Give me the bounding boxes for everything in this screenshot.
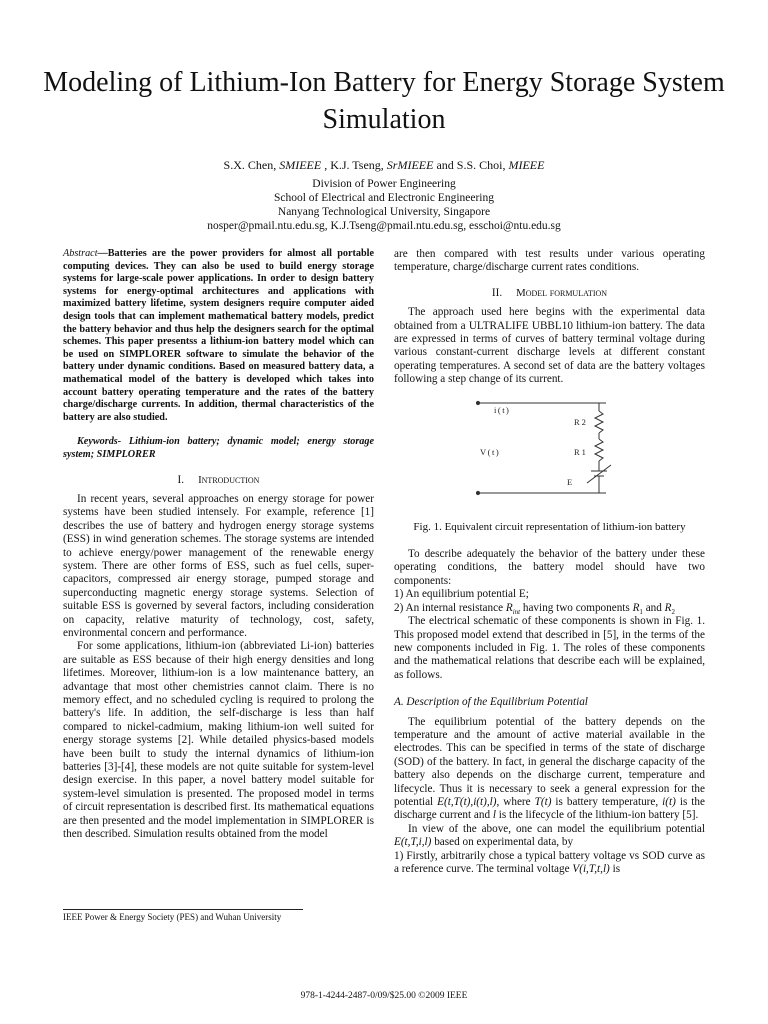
list-text: having two components — [520, 601, 633, 614]
footnote-rule — [63, 909, 303, 910]
symbol: T(t) — [534, 795, 552, 808]
equilibrium-paragraph-2 — [394, 823, 705, 850]
left-column — [63, 248, 374, 841]
component-list-item-2 — [394, 602, 705, 615]
terminal-positive-icon — [476, 401, 479, 404]
model-paragraph-1: The approach used here begins with the experimental data obtained from a ULTRALIFE UBBL10 lithium-ion battery. The data are expressed in terms of curves of battery terminal voltage during various constant-current discharge levels at different constant operating temperatures. A second set of data are the battery voltages following a step change of its current. — [394, 306, 705, 386]
symbol-r2: R — [664, 601, 672, 614]
component-list-item-1: 1) An equilibrium potential E; — [394, 588, 529, 601]
resistor-r2-icon — [595, 411, 603, 433]
label-e: E — [567, 476, 573, 487]
label-voltage: V(t) — [480, 446, 501, 457]
right-column — [394, 248, 705, 876]
label-current: i(t) — [494, 404, 511, 415]
footnote: IEEE Power & Energy Society (PES) and Wuhan University — [63, 912, 282, 922]
text: is — [609, 863, 621, 875]
symbol-r1: R — [632, 601, 640, 614]
list-text: 2) An internal resistance — [394, 601, 506, 614]
figure-caption: Fig. 1. Equivalent circuit representation of lithium-ion battery — [413, 520, 686, 533]
section-heading-model — [394, 287, 705, 300]
intro-paragraph-1: In recent years, several approaches on energy storage for power systems have been studied intensely. For example, reference [1] describes the use of battery and hydrogen energy storage systems (ESS) in wind generation schemes. The storage systems are intended to achieve energy/power management of the renewable energy system. There are other forms of ESS, such as fuel cells, super-capacitors, compressed air energy storage, pumped storage and superconducting magnetic energy storage systems. Selection of suitable ESS is governed by several factors, including consideration on capacity, relative maturity of technology, cost, safety, environmental concern and performance. — [63, 492, 374, 639]
label-r1: R1 — [574, 446, 588, 457]
author-2-grade: SrMIEEE — [386, 158, 434, 172]
label-r2: R2 — [574, 416, 588, 427]
symbol: V(i,T,t,l) — [572, 863, 610, 875]
figure-1-circuit — [394, 393, 705, 519]
author-line — [40, 158, 728, 172]
section-number: I. — [177, 473, 185, 486]
text: In view of the above, one can model the equilibrium potential — [408, 822, 705, 835]
author-3: and S.S. Choi, — [433, 158, 509, 172]
circuit-diagram — [394, 393, 705, 519]
author-2: , K.J. Tseng, — [321, 158, 387, 172]
symbol-r: R — [505, 601, 513, 614]
author-1-grade: SMIEEE — [279, 158, 322, 172]
keywords: Keywords- Lithium-ion battery; dynamic model; energy storage system; SIMPLORER — [63, 436, 374, 460]
text: is the discharge current and — [394, 795, 705, 822]
paper-title: Modeling of Lithium-Ion Battery for Energy Storage System Simulation — [43, 67, 725, 135]
terminal-negative-icon — [476, 491, 479, 494]
text: based on experimental data, by — [431, 836, 574, 849]
page-footer: 978-1-4244-2487-0/09/$25.00 ©2009 IEEE — [300, 991, 468, 1001]
affiliation-division: Division of Power Engineering — [312, 178, 456, 190]
intro-paragraph-2: For some applications, lithium-ion (abbreviated Li-ion) batteries are suitable as ESS because of their high energy densities and long lifetimes. Moreover, lithium-ion is a low maintenance battery, an advantage that most other chemistries cannot claim. There is no memory effect, and no scheduled cycling is required to prolong the battery's life. In addition, the self-discharge is less than half compared to nickel-cadmium, making lithium-ion well suited for energy storage systems [2]. While detailed physics-based models have been built to study the internal dynamics of lithium-ion batteries [3]-[4], these models are not quite suitable for system-level design exercise. In this paper, a novel battery model suitable for system-level simulation is presented. The proposed model in terms of circuit representation is described first. Its mathematical equations are then presented and the model implementation in SIMPLORER is then described. Simulation results obtained from the model — [63, 640, 374, 841]
affiliation-block — [40, 177, 728, 233]
affiliation-emails: nosper@pmail.ntu.edu.sg, K.J.Tseng@pmail.ntu.edu.sg, esschoi@ntu.edu.sg — [207, 220, 561, 232]
abstract-label: Abstract — [63, 248, 98, 259]
text: The equilibrium potential of the battery depends on the temperature and the amount of active material available in the electrodes. This can be specified in terms of the state of discharge (SOD) of the battery. In fact, in general the discharge capacity of the battery also depends on the discharge current, temperature and lifecycle. Thus it is necessary to seek a general expression for the potential — [394, 715, 705, 808]
section-number: II. — [491, 286, 503, 299]
equilibrium-paragraph-3 — [394, 850, 705, 877]
section-title: Introduction — [198, 473, 260, 486]
text: is the lifecycle of the lithium-ion battery [5]. — [496, 809, 699, 822]
text: is battery temperature, — [551, 795, 663, 808]
affiliation-university: Nanyang Technological University, Singapore — [277, 206, 491, 218]
symbol-sub: 1 — [639, 607, 643, 616]
affiliation-school: School of Electrical and Electronic Engineering — [273, 192, 494, 204]
author-1: S.X. Chen, — [223, 158, 280, 172]
model-paragraph-2: To describe adequately the behavior of the battery under these operating conditions, the battery model should have two components: — [394, 548, 705, 587]
section-heading-introduction — [63, 474, 374, 487]
equilibrium-paragraph-1 — [394, 716, 705, 823]
abstract-dash: — — [97, 248, 108, 259]
section-title: Model formulation — [516, 286, 608, 299]
text: , where — [496, 795, 535, 808]
symbol-sub: int — [512, 607, 521, 616]
author-3-grade: MIEEE — [508, 158, 545, 172]
symbol: E(t,T(t),i(t),l) — [437, 795, 497, 808]
symbol: l — [492, 809, 496, 822]
right-paragraph-continuation: are then compared with test results under various operating temperature, charge/discharge current rates conditions. — [394, 248, 705, 274]
symbol: i(t) — [662, 795, 676, 808]
model-paragraph-3: The electrical schematic of these components is shown in Fig. 1. This proposed model extend that described in [5], in the terms of the new components included in Fig. 1. The roles of these components and the mathematical relations that describe each will be explained, as follows. — [394, 615, 705, 681]
abstract — [63, 248, 374, 424]
text: 1) Firstly, arbitrarily chose a typical battery voltage vs SOD curve as a reference curve. The terminal voltage — [394, 849, 705, 875]
list-text: and — [642, 601, 665, 614]
symbol: E(t,T,i,l) — [394, 836, 432, 849]
symbol-sub: 2 — [671, 607, 675, 616]
abstract-text: Batteries are the power providers for almost all portable computing devices. They can also be used to build energy storage systems for large-scale power applications. In order to design battery systems for energy-optimal architectures and applications with maximized battery lifetime, system designers require computer aided design tools that can implement mathematical battery models, predict the battery behavior and thus help the designers search for the optimal schemes. This paper presentss a lithium-ion battery model which can be used on SIMPLORER software to simulate the behavior of the battery under dynamic conditions. Based on measured battery data, a mathematical model of the battery is developed which takes into account battery operating temperature and the rates of the battery charge/discharge currents. In addition, thermal characteristics of the battery are also studied. — [63, 248, 374, 423]
resistor-r1-icon — [595, 439, 603, 461]
subsection-heading-equilibrium: A. Description of the Equilibrium Potential — [394, 696, 588, 709]
